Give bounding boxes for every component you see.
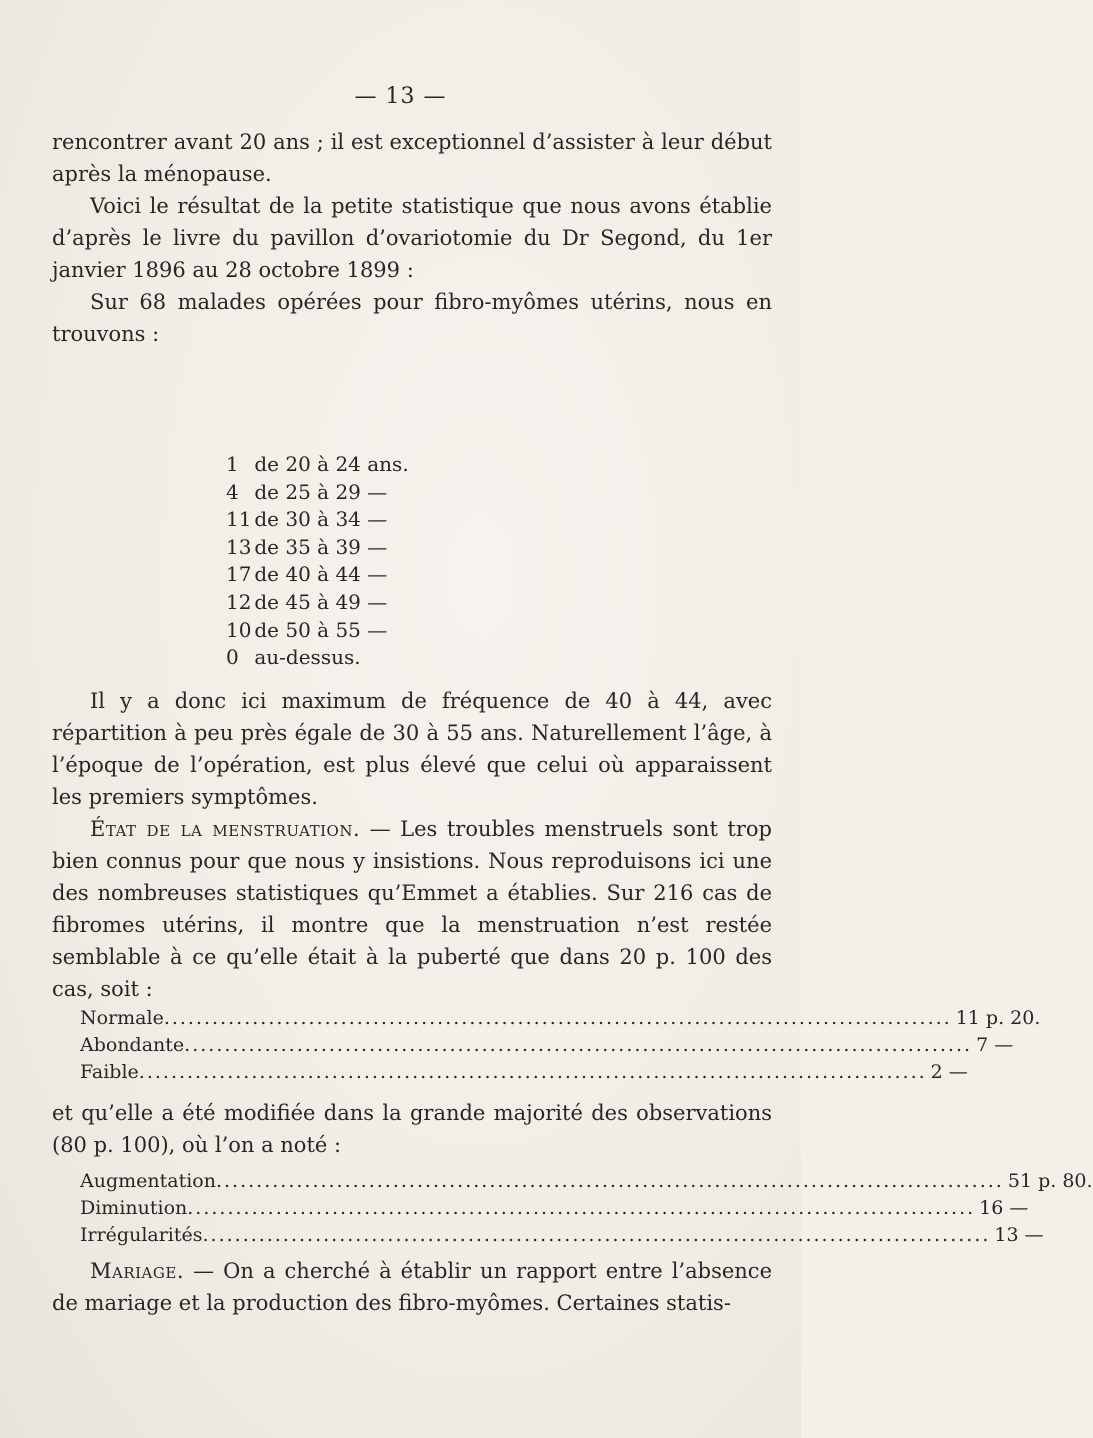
- table-row: Irrégularités .................................................................................................. 13 —: [80, 1224, 1044, 1246]
- paragraph-mariage: Mariage. — On a cherché à établir un rapport entre l’absence de mariage et la production des fibro-myômes. Certaines statis-: [52, 1259, 772, 1315]
- body-text-bottom: [52, 1255, 772, 1319]
- age-row: 10 de 50 à 55 —: [226, 617, 388, 642]
- page-number: — 13 —: [354, 84, 447, 109]
- table-row: Augmentation .................................................................................................. 51 p. 80.: [80, 1170, 1093, 1192]
- modification-table: [80, 1168, 1093, 1249]
- paragraph-maximum: Il y a donc ici maximum de fréquence de 40 à 44, avec répartition à peu près égale de 30 à 55 ans. Naturellement l’âge, à l’époque de l’opération, est plus élevé que celui où apparaissent les premiers symptômes.: [52, 689, 772, 809]
- age-row: 13 de 35 à 39 —: [226, 534, 388, 559]
- body-text-middle: [52, 685, 772, 1005]
- age-row: 0 au-dessus.: [226, 645, 361, 670]
- menstruation-table: [80, 1005, 1041, 1086]
- table-row: Diminution .................................................................................................. 16 —: [80, 1197, 1029, 1219]
- age-row: 1 de 20 à 24 ans.: [226, 452, 409, 476]
- age-table: [226, 451, 409, 672]
- section-title-menstruation: État de la menstruation.: [90, 817, 361, 841]
- paragraph-menstruation: État de la menstruation. — Les troubles menstruels sont trop bien connus pour que nous y insistions. Nous reproduisons ici une des nombreuses statistiques qu’Emmet a établies. Sur 216 cas de fibromes utérins, il montre que la menstruation n’est restée semblable à ce qu’elle était à la puberté que dans 20 p. 100 des cas, soit :: [52, 817, 772, 1001]
- paragraph-modifiee: et qu’elle a été modifiée dans la grande majorité des observations (80 p. 100), où l’on a noté :: [52, 1101, 772, 1157]
- body-text-top: [52, 126, 772, 350]
- age-row: 11 de 30 à 34 —: [226, 507, 388, 532]
- age-row: 12 de 45 à 49 —: [226, 589, 388, 614]
- table-row: Normale .................................................................................................. 11 p. 20.: [80, 1007, 1041, 1029]
- paragraph-continuation: rencontrer avant 20 ans ; il est exceptionnel d’assister à leur début après la ménopause.: [52, 130, 772, 186]
- age-row: 17 de 40 à 44 —: [226, 562, 388, 587]
- body-text-modified: [52, 1097, 772, 1161]
- section-title-mariage: Mariage.: [90, 1259, 184, 1283]
- paragraph-malades: Sur 68 malades opérées pour fibro-myômes utérins, nous en trouvons :: [52, 290, 772, 346]
- paragraph-statistique: Voici le résultat de la petite statistique que nous avons établie d’après le livre du pavillon d’ovariotomie du Dr Segond, du 1er janvier 1896 au 28 octobre 1899 :: [52, 194, 772, 282]
- table-row: Faible .................................................................................................. 2 —: [80, 1061, 968, 1083]
- table-row: Abondante .................................................................................................. 7 —: [80, 1034, 1014, 1056]
- age-row: 4 de 25 à 29 —: [226, 479, 388, 504]
